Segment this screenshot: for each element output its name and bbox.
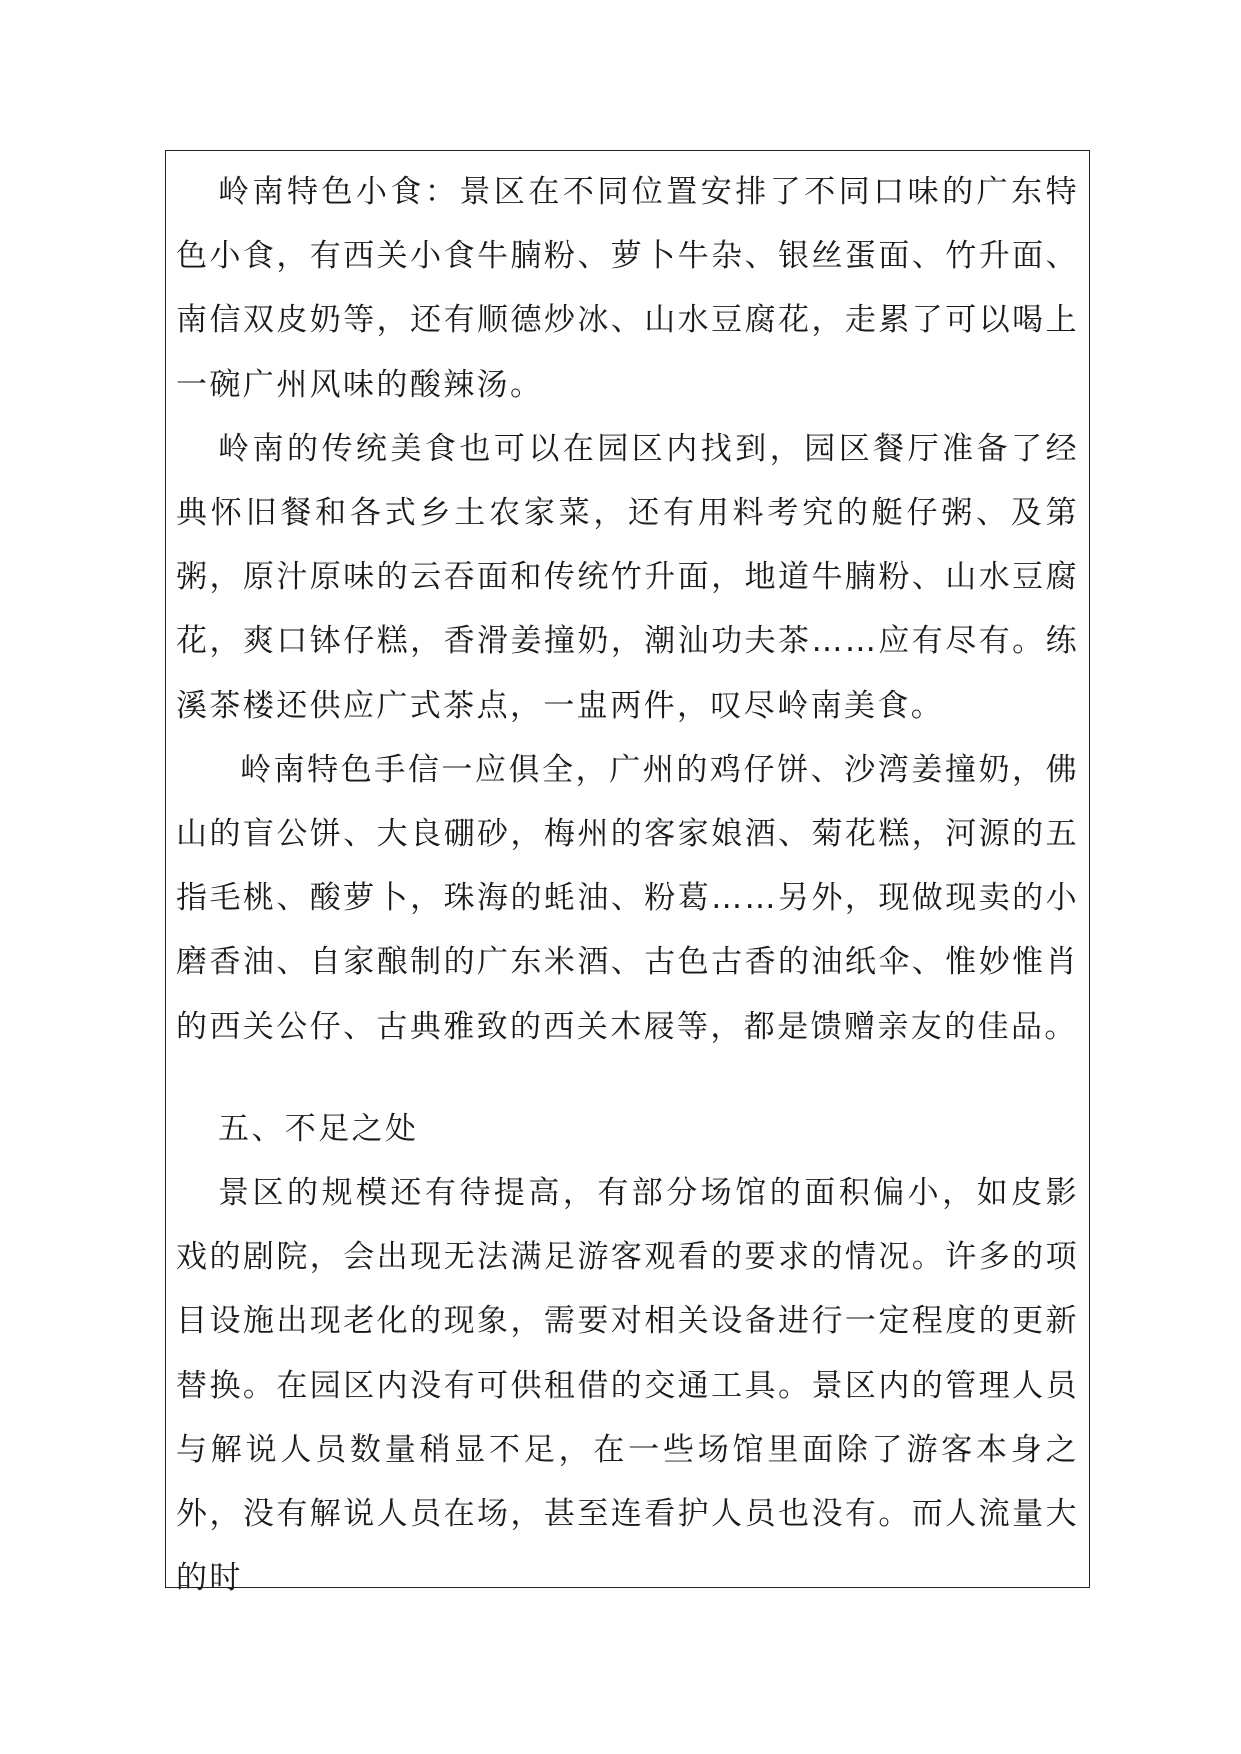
document-body: [176, 160, 1079, 1610]
paragraph-lingnan-snacks: 岭南特色小食：景区在不同位置安排了不同口味的广东特色小食，有西关小食牛腩粉、萝卜牛杂、银丝蛋面、竹升面、南信双皮奶等，还有顺德炒冰、山水豆腐花，走累了可以喝上一碗广州风味的酸辣汤。: [176, 174, 1079, 403]
paragraph-shortcomings: 景区的规模还有待提高，有部分场馆的面积偏小，如皮影戏的剧院，会出现无法满足游客观看的要求的情况。许多的项目设施出现老化的现象，需要对相关设备进行一定程度的更新替换。在园区内没有可供租借的交通工具。景区内的管理人员与解说人员数量稍显不足，在一些场馆里面除了游客本身之外，没有解说人员在场，甚至连看护人员也没有。而人流量大的时: [176, 1175, 1079, 1597]
section-heading: 五、不足之处: [218, 1110, 419, 1147]
paragraph-traditional-food: 岭南的传统美食也可以在园区内找到，园区餐厅准备了经典怀旧餐和各式乡土农家菜，还有用料考究的艇仔粥、及第粥，原汁原味的云吞面和传统竹升面，地道牛腩粉、山水豆腐花，爽口钵仔糕，香滑姜撞奶，潮汕功夫茶……应有尽有。练溪茶楼还供应广式茶点，一盅两件，叹尽岭南美食。: [176, 430, 1079, 724]
paragraph-souvenirs: 岭南特色手信一应俱全，广州的鸡仔饼、沙湾姜撞奶，佛山的盲公饼、大良硼砂，梅州的客家娘酒、菊花糕，河源的五指毛桃、酸萝卜，珠海的蚝油、粉葛……另外，现做现卖的小磨香油、自家酿制的广东米酒、古色古香的油纸伞、惟妙惟肖的西关公仔、古典雅致的西关木屐等，都是馈赠亲友的佳品。: [176, 751, 1079, 1045]
